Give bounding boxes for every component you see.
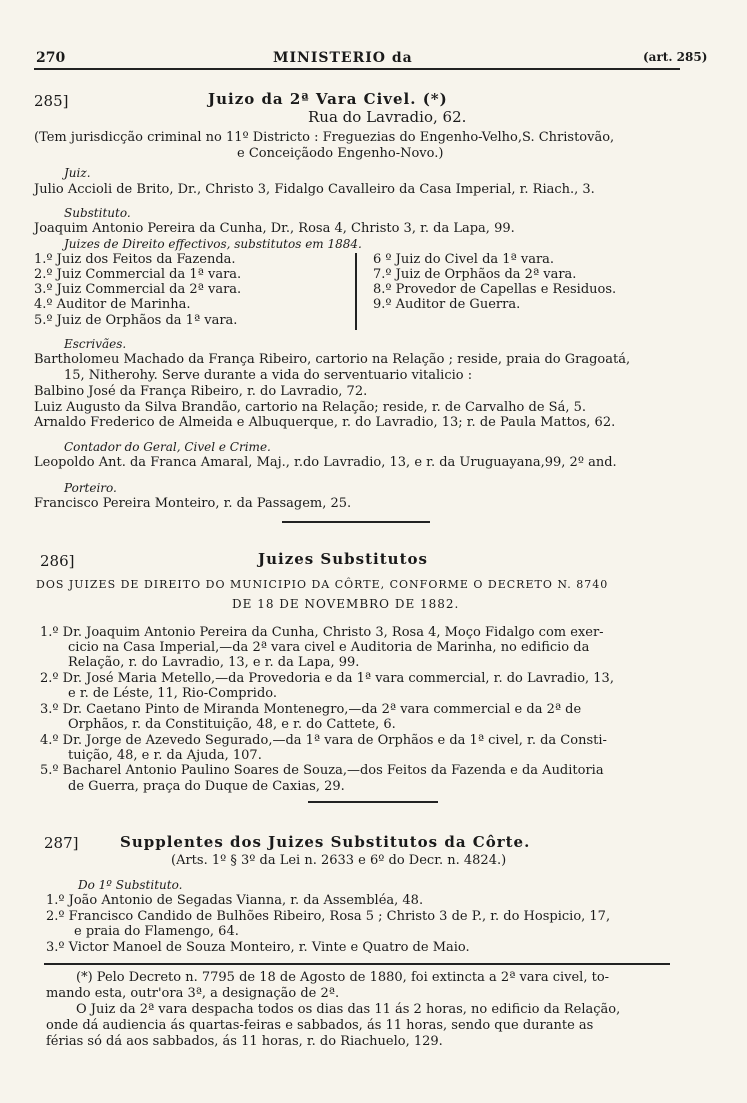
supplente-item: 3.º Victor Manoel de Souza Monteiro, r. Vinte e Quatro de Maio. <box>46 940 470 955</box>
juizes-list-item: 8.º Provedor de Capellas e Residuos. <box>373 282 617 297</box>
section-subtitle: DOS JUIZES DE DIREITO DO MUNICIPIO DA CÔRTE, CONFORME O DECRETO N. 8740 <box>36 578 609 591</box>
page-number: 270 <box>36 50 66 66</box>
supplente-item: e praia do Flamengo, 64. <box>74 924 239 939</box>
section-title: Supplentes dos Juizes Substitutos da Côrte. <box>120 833 531 851</box>
section-title: Juizo da 2ª Vara Civel. (*) <box>208 90 448 108</box>
label-do-substituto: Do 1º Substituto. <box>78 878 183 892</box>
footnote-line: mando esta, outr'ora 3ª, a designação de 2ª. <box>46 986 340 1001</box>
section-subtitle: DE 18 DE NOVEMBRO DE 1882. <box>232 597 460 611</box>
substituto-item: 5.º Bacharel Antonio Paulino Soares de Souza,—dos Feitos da Fazenda e da Auditoria <box>40 763 604 778</box>
escrivao-entry: 15, Nitherohy. Serve durante a vida do serventuario vitalicio : <box>64 368 473 383</box>
footnote-line: (*) Pelo Decreto n. 7795 de 18 de Agosto de 1880, foi extincta a 2ª vara civel, to- <box>76 970 610 985</box>
section-title: Juizes Substitutos <box>258 550 428 568</box>
header-rule <box>34 68 680 70</box>
address: Rua do Lavradio, 62. <box>308 108 467 126</box>
footnote-line: O Juiz da 2ª vara despacha todos os dias das 11 ás 2 horas, no edificio da Relação, <box>76 1002 621 1017</box>
substituto-item: tuição, 48, e r. da Ajuda, 107. <box>68 748 262 763</box>
column-divider <box>355 253 357 330</box>
substituto-item: cicio na Casa Imperial,—da 2ª vara civel e Auditoria de Marinha, no edificio da <box>68 640 590 655</box>
running-title: MINISTERIO da <box>273 50 413 66</box>
label-escrivaes: Escrivães. <box>64 337 127 351</box>
jurisdiction-line: (Tem jurisdicção criminal no 11º Districto : Freguezias do Engenho-Velho,S. Christovão, <box>34 130 615 145</box>
substituto-item: 4.º Dr. Jorge de Azevedo Segurado,—da 1ª vara de Orphãos e da 1ª civel, r. da Consti- <box>40 733 607 748</box>
jurisdiction-line: e Conceiçãodo Engenho-Novo.) <box>237 146 444 161</box>
juizes-list-item: 6 º Juiz do Civel da 1ª vara. <box>373 252 555 267</box>
section-number: 287] <box>44 834 79 852</box>
juizes-list-item: 5.º Juiz de Orphãos da 1ª vara. <box>34 313 238 328</box>
label-porteiro: Porteiro. <box>64 481 117 495</box>
substituto-item: Relação, r. do Lavradio, 13, e r. da Lapa, 99. <box>68 655 360 670</box>
escrivao-entry: Bartholomeu Machado da França Ribeiro, cartorio na Relação ; reside, praia do Gragoatá, <box>34 352 631 367</box>
footnote-rule <box>44 963 670 965</box>
substituto-item: 3.º Dr. Caetano Pinto de Miranda Montenegro,—da 2ª vara commercial e da 2ª de <box>40 702 582 717</box>
substituto-entry: Joaquim Antonio Pereira da Cunha, Dr., Rosa 4, Christo 3, r. da Lapa, 99. <box>34 221 515 236</box>
substituto-item: de Guerra, praça do Duque de Caxias, 29. <box>68 779 345 794</box>
label-juiz: Juiz. <box>64 166 91 180</box>
supplente-item: 2.º Francisco Candido de Bulhões Ribeiro, Rosa 5 ; Christo 3 de P., r. do Hospicio, 17, <box>46 909 611 924</box>
section-divider <box>308 801 438 803</box>
footnote-line: férias só dá aos sabbados, ás 11 horas, r. do Riachuelo, 129. <box>46 1034 443 1049</box>
escrivao-entry: Luiz Augusto da Silva Brandão, cartorio na Relação; reside, r. de Carvalho de Sá, 5. <box>34 400 586 415</box>
juizes-list-item: 3.º Juiz Commercial da 2ª vara. <box>34 282 242 297</box>
section-number: 285] <box>34 92 69 110</box>
substituto-item: 1.º Dr. Joaquim Antonio Pereira da Cunha, Christo 3, Rosa 4, Moço Fidalgo com exer- <box>40 625 604 640</box>
contador-entry: Leopoldo Ant. da Franca Amaral, Maj., r.do Lavradio, 13, e r. da Uruguayana,99, 2º and. <box>34 455 617 470</box>
juizes-list-item: 1.º Juiz dos Feitos da Fazenda. <box>34 252 236 267</box>
escrivao-entry: Arnaldo Frederico de Almeida e Albuquerque, r. do Lavradio, 13; r. de Paula Mattos, 62. <box>34 415 616 430</box>
porteiro-entry: Francisco Pereira Monteiro, r. da Passagem, 25. <box>34 496 352 511</box>
juizes-list-item: 4.º Auditor de Marinha. <box>34 297 191 312</box>
footnote-line: onde dá audiencia ás quartas-feiras e sabbados, ás 11 horas, sendo que durante as <box>46 1018 594 1033</box>
juiz-entry: Julio Accioli de Brito, Dr., Christo 3, Fidalgo Cavalleiro da Casa Imperial, r. Riach., 3. <box>34 182 595 197</box>
juizes-list-item: 9.º Auditor de Guerra. <box>373 297 521 312</box>
substituto-item: 2.º Dr. José Maria Metello,—da Provedoria e da 1ª vara commercial, r. do Lavradio, 13, <box>40 671 614 686</box>
substituto-item: e r. de Léste, 11, Rio-Comprido. <box>68 686 278 701</box>
article-ref: (art. 285) <box>643 50 708 64</box>
supplente-item: 1.º João Antonio de Segadas Vianna, r. da Assembléa, 48. <box>46 893 424 908</box>
juizes-list-item: 2.º Juiz Commercial da 1ª vara. <box>34 267 242 282</box>
label-contador: Contador do Geral, Civel e Crime. <box>64 440 271 454</box>
label-substituto: Substituto. <box>64 206 131 220</box>
substituto-item: Orphãos, r. da Constituição, 48, e r. do Cattete, 6. <box>68 717 396 732</box>
section-divider <box>282 521 430 523</box>
juizes-list-item: 7.º Juiz de Orphãos da 2ª vara. <box>373 267 577 282</box>
section-number: 286] <box>40 552 75 570</box>
label-juizes: Juizes de Direito effectivos, substitutos em 1884. <box>64 237 362 251</box>
escrivao-entry: Balbino José da França Ribeiro, r. do Lavradio, 72. <box>34 384 368 399</box>
section-subtitle: (Arts. 1º § 3º da Lei n. 2633 e 6º do Decr. n. 4824.) <box>171 853 507 868</box>
